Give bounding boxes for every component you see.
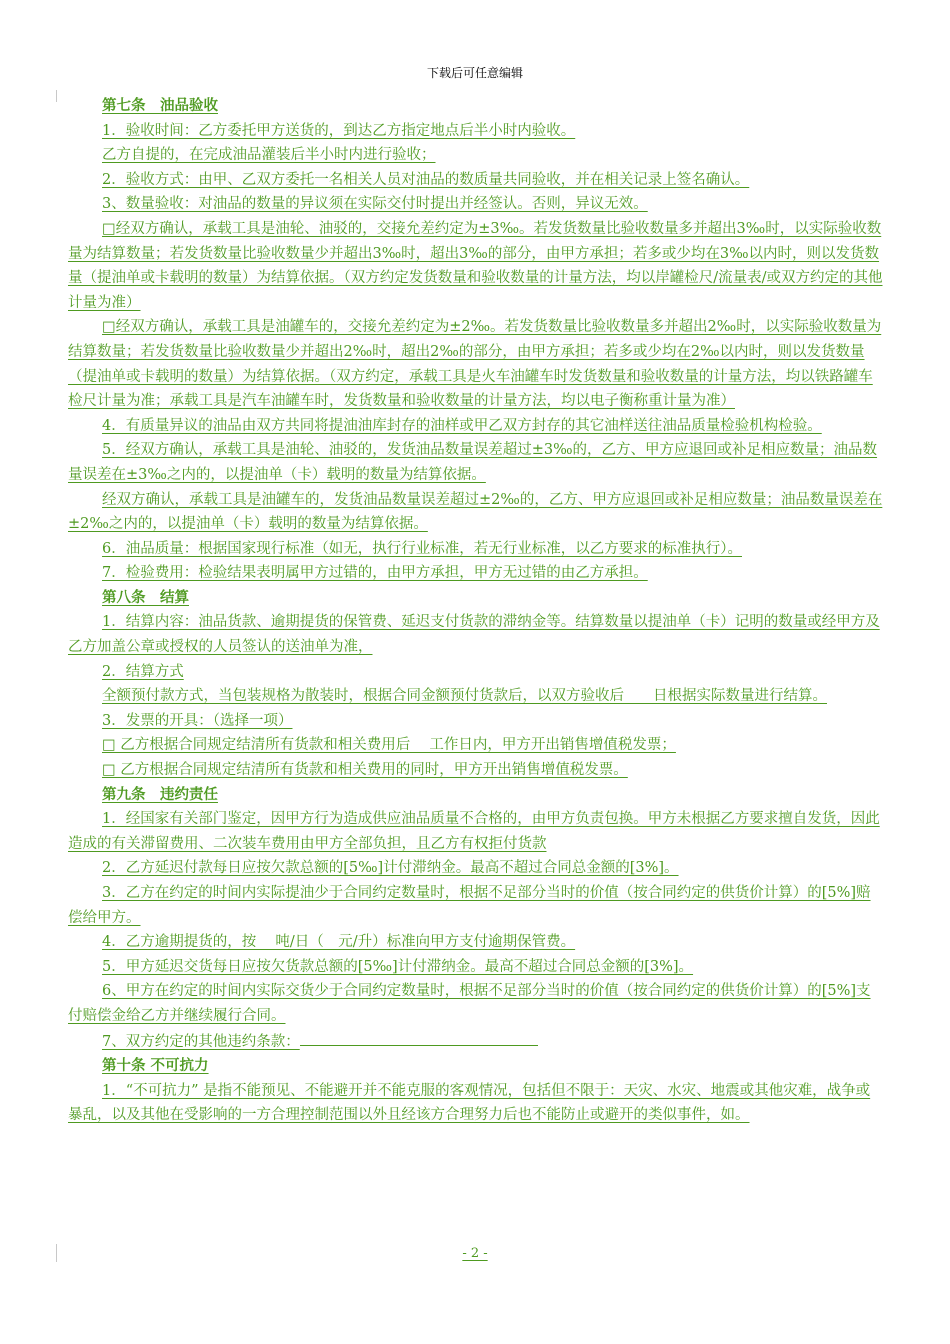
- paragraph-text: 7、双方约定的其他违约条款：: [102, 1033, 300, 1050]
- article-heading: [68, 1054, 884, 1079]
- paragraph-text: 1．“不可抗力” 是指不能预见、不能避开并不能克服的客观情况，包括但不限于：天灾、水灾、地震或其他灾难，战争或暴乱，以及其他在受影响的一方合理控制范围以外且经该方合理努力后也不能防止或避开的类似事件，如。: [68, 1082, 871, 1124]
- clause-paragraph: [68, 537, 884, 562]
- paragraph-text: 1．结算内容：油品货款、逾期提货的保管费、延迟支付货款的滞纳金等。结算数量以提油单（卡）记明的数量或经甲方及乙方加盖公章或授权的人员签认的送油单为准，: [68, 614, 880, 656]
- paragraph-text: □经双方确认，承载工具是油罐车的，交接允差约定为±2‰。若发货数量比验收数量多并超出2‰时，以实际验收数量为结算数量；若发货数量比验收数量少并超出2‰时，超出2‰的部分，由甲方承担；若多或少均在2‰以内时，则以发货数量（提油单或卡载明的数量）为结算依据。（双方约定，承载工具是火车油罐车时发货数量和验收数量的计量方法，均以铁路罐车检尺计量为准；承载工具是汽车油罐车时，发货数量和验收数量的计量方法，均以电子衡称重计量为准）: [68, 319, 882, 410]
- clause-paragraph: [68, 881, 884, 930]
- clause-paragraph: [68, 561, 884, 586]
- clause-paragraph: [68, 807, 884, 856]
- fill-in-blank: [300, 1029, 538, 1046]
- paragraph-text: 经双方确认，承载工具是油罐车的，发货油品数量误差超过±2‰的，乙方、甲方应退回或补足相应数量；油品数量误差在±2‰之内的，以提油单（卡）载明的数量为结算依据。: [68, 491, 883, 533]
- paragraph-text: 5．经双方确认，承载工具是油轮、油驳的，发货油品数量误差超过±3‰的，乙方、甲方应退回或补足相应数量；油品数量误差在±3‰之内的，以提油单（卡）载明的数量为结算依据。: [68, 442, 878, 483]
- left-margin-mark-top: [56, 90, 57, 102]
- paragraph-text: 乙方自提的，在完成油品灌装后半小时内进行验收；: [102, 147, 436, 164]
- clause-paragraph: [68, 930, 884, 955]
- clause-paragraph: [68, 488, 884, 537]
- paragraph-text: 3．乙方在约定的时间内实际提油少于合同约定数量时，根据不足部分当时的价值（按合同约定的供货价计算）的[5%]赔偿给甲方。: [68, 885, 871, 926]
- clause-paragraph: [68, 610, 884, 659]
- paragraph-text: 4．有质量异议的油品由双方共同将提油油库封存的油样或甲乙双方封存的其它油样送往油品质量检验机构检验。: [102, 417, 822, 434]
- paragraph-text: 6．油品质量：根据国家现行标准（如无，执行行业标准，若无行业标准，以乙方要求的标准执行）。: [102, 540, 742, 557]
- clause-paragraph: [68, 438, 884, 487]
- paragraph-text: 2．验收方式：由甲、乙双方委托一名相关人员对油品的数质量共同验收，并在相关记录上签名确认。: [102, 171, 750, 188]
- paragraph-text: 5．甲方延迟交货每日应按欠货款总额的[5‰]计付滞纳金。最高不超过合同总金额的[3%]。: [102, 958, 694, 975]
- clause-paragraph: [68, 414, 884, 439]
- clause-paragraph: [68, 143, 884, 168]
- page-header: 下载后可任意编辑: [426, 66, 523, 80]
- clause-paragraph: [68, 1079, 884, 1128]
- clause-paragraph: [68, 168, 884, 193]
- article-heading: [68, 586, 884, 611]
- clause-paragraph: [68, 684, 884, 709]
- paragraph-text: 2．结算方式: [102, 663, 184, 680]
- paragraph-text: 全额预付款方式，当包装规格为散装时，根据合同金额预付货款后，以双方验收后 日根据实际数量进行结算。: [102, 688, 827, 705]
- page-footer: [0, 1246, 950, 1261]
- article-heading: [68, 94, 884, 119]
- paragraph-text: 第九条 违约责任: [102, 785, 218, 803]
- clause-paragraph: [68, 955, 884, 980]
- paragraph-text: 第七条 油品验收: [102, 97, 218, 114]
- paragraph-text: 2．乙方延迟付款每日应按欠款总额的[5‰]计付滞纳金。最高不超过合同总金额的[3%]。: [102, 860, 679, 877]
- paragraph-text: 3、数量验收：对油品的数量的异议须在实际交付时提出并经签认。否则，异议无效。: [102, 196, 648, 213]
- paragraph-text: 第八条 结算: [102, 588, 189, 606]
- paragraph-text: 6、甲方在约定的时间内实际交货少于合同约定数量时，根据不足部分当时的价值（按合同约定的供货价计算）的[5%]支付赔偿金给乙方并继续履行合同。: [68, 983, 871, 1024]
- clause-paragraph: [68, 758, 884, 783]
- clause-paragraph: [68, 733, 884, 758]
- clause-paragraph: [68, 660, 884, 685]
- clause-paragraph: [68, 856, 884, 881]
- paragraph-text: 4．乙方逾期提货的，按 吨/日（ 元/升）标准向甲方支付逾期保管费。: [102, 934, 576, 951]
- article-heading: [68, 783, 884, 808]
- paragraph-text: □ 乙方根据合同规定结清所有货款和相关费用的同时，甲方开出销售增值税发票。: [102, 762, 628, 779]
- paragraph-text: 1．验收时间：乙方委托甲方送货的，到达乙方指定地点后半小时内验收。: [102, 122, 576, 139]
- clause-paragraph: [68, 1029, 884, 1055]
- page-number: - 2 -: [462, 1246, 488, 1261]
- paragraph-text: □经双方确认，承载工具是油轮、油驳的，交接允差约定为±3‰。若发货数量比验收数量多并超出3‰时，以实际验收数量为结算数量；若发货数量比验收数量少并超出3‰时，超出3‰的部分，由甲方承担；若多或少均在3‰以内时，则以发货数量（提油单或卡载明的数量）为结算依据。（双方约定发货数量和验收数量的计量方法，均以岸罐检尺/流量表/或双方约定的其他计量为准）: [68, 220, 883, 311]
- document-body: [68, 94, 884, 1128]
- clause-paragraph: [68, 119, 884, 144]
- paragraph-text: 第十条 不可抗力: [102, 1057, 209, 1075]
- paragraph-text: □ 乙方根据合同规定结清所有货款和相关费用后 工作日内，甲方开出销售增值税发票；: [102, 737, 676, 754]
- clause-paragraph: [68, 709, 884, 734]
- clause-paragraph: [68, 192, 884, 217]
- paragraph-text: 7．检验费用：检验结果表明属甲方过错的，由甲方承担，甲方无过错的由乙方承担。: [102, 565, 648, 582]
- clause-paragraph: [68, 979, 884, 1028]
- clause-paragraph: [68, 315, 884, 413]
- clause-paragraph: [68, 217, 884, 315]
- paragraph-text: 3．发票的开具：（选择一项）: [102, 712, 293, 729]
- paragraph-text: 1．经国家有关部门鉴定，因甲方行为造成供应油品质量不合格的，由甲方负责包换。甲方未根据乙方要求擅自发货，因此造成的有关滞留费用、二次装车费用由甲方全部负担，且乙方有权拒付货款: [68, 811, 880, 852]
